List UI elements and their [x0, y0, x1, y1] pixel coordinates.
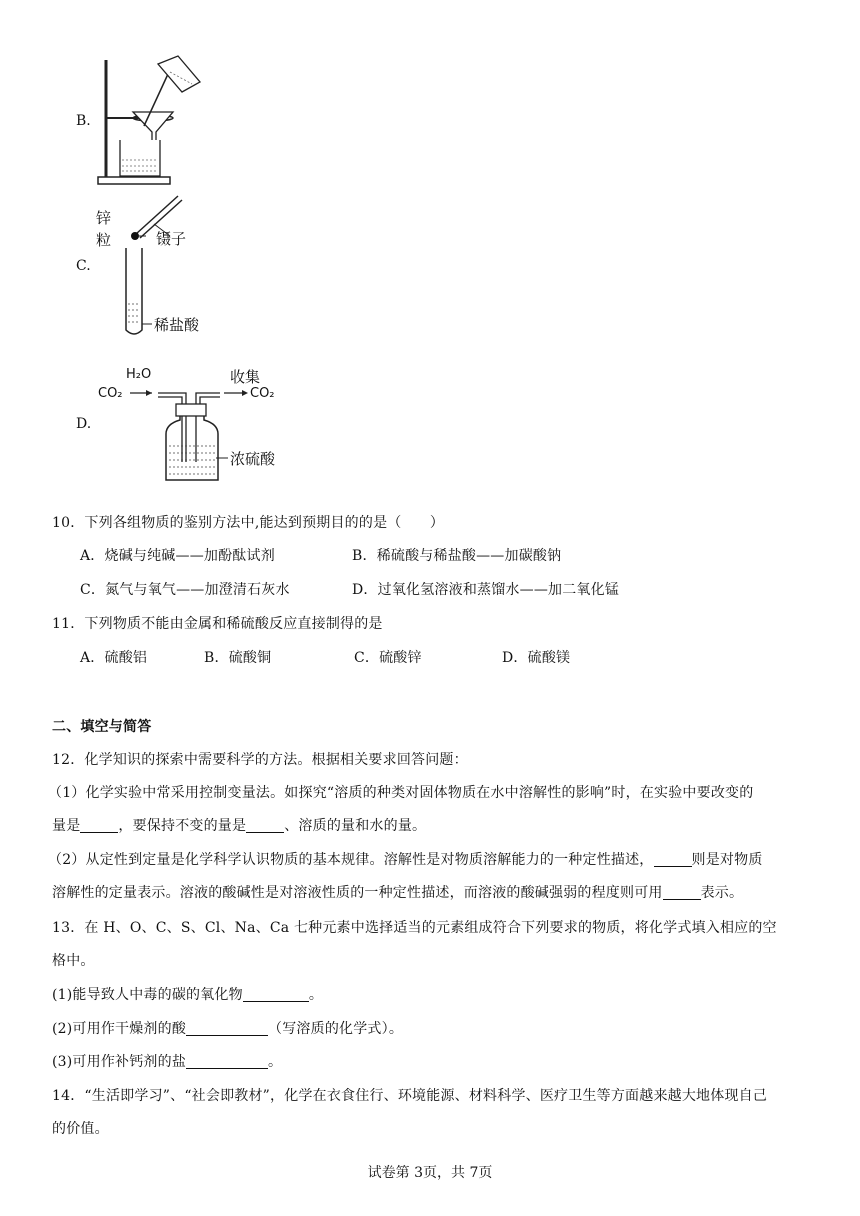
q10-option-a: A．烧碱与纯碱——加酚酞试剂 [80, 548, 275, 564]
q14-line2: 的价值。 [52, 1121, 109, 1137]
q13-blank-2[interactable] [186, 1021, 268, 1036]
zinc-label-line1: 锌 [96, 209, 112, 227]
q10-stem: 10．下列各组物质的鉴别方法中,能达到预期目的的是（ ） [52, 515, 445, 531]
q12-blank-3[interactable] [654, 852, 692, 867]
q12-part1-text-b: ，要保持不变的量是 [118, 818, 247, 834]
zinc-test-tube-figure [96, 192, 226, 342]
q13-item-3 [52, 1051, 282, 1071]
q13-item-1-end: 。 [308, 987, 324, 1003]
q12-part2-text-a: （2）从定性到定量是化学科学认识物质的基本规律。溶解性是对物质溶解能力的一种定性描述， [48, 852, 654, 868]
filtration-apparatus-figure [96, 52, 206, 188]
option-c-label: C. [76, 258, 91, 274]
q11-option-c: C．硫酸锌 [354, 650, 422, 666]
q13-blank-3[interactable] [186, 1054, 268, 1069]
q12-part2-text-c: 溶解性的定量表示。溶液的酸碱性是对溶液性质的一种定性描述，而溶液的酸碱强弱的程度则可用 [52, 885, 663, 901]
gas-drying-bottle-figure [96, 362, 296, 486]
q13-item-3-text: (3)可用作补钙剂的盐 [52, 1054, 187, 1070]
q12-blank-2[interactable] [246, 818, 284, 833]
q13-item-1 [52, 984, 323, 1004]
option-d-label: D. [76, 416, 92, 432]
q12-part2-line2 [52, 882, 743, 902]
conc-sulfuric-label: 浓硫酸 [230, 450, 276, 468]
q11-stem: 11．下列物质不能由金属和稀硫酸反应直接制得的是 [52, 616, 383, 632]
q11-option-d: D．硫酸镁 [502, 650, 571, 666]
q10-option-d: D．过氧化氢溶液和蒸馏水——加二氧化锰 [352, 582, 620, 598]
q13-blank-1[interactable] [243, 987, 309, 1002]
q11-option-a: A．硫酸铝 [80, 650, 148, 666]
q12-blank-4[interactable] [663, 885, 701, 900]
q13-item-2-text: (2)可用作干燥剂的酸 [52, 1021, 187, 1037]
q10-option-b: B．稀硫酸与稀盐酸——加碳酸钠 [352, 548, 562, 564]
co2-outlet-label: CO₂ [250, 386, 275, 401]
page-footer: 试卷第 3页，共 7页 [367, 1165, 493, 1181]
q13-stem-line2: 格中。 [52, 953, 95, 969]
q11-option-b: B．硫酸铜 [204, 650, 272, 666]
q12-part1-line1: （1）化学实验中常采用控制变量法。如探究“溶质的种类对固体物质在水中溶解性的影响”时，在实验中要改变的 [48, 785, 754, 801]
q13-stem-line1: 13．在 H、O、C、S、Cl、Na、Ca 七种元素中选择适当的元素组成符合下列要求的物质，将化学式填入相应的空 [52, 920, 777, 936]
q12-stem: 12．化学知识的探索中需要科学的方法。根据相关要求回答问题： [52, 752, 468, 768]
q13-item-2-end: （写溶质的化学式）。 [268, 1021, 404, 1037]
co2-inlet-label: CO₂ [98, 386, 123, 401]
section-2-title: 二、填空与简答 [52, 719, 152, 735]
q12-part1-text-a: 量是 [52, 818, 81, 834]
water-formula-label: H₂O [126, 367, 152, 382]
q13-item-3-end: 。 [268, 1054, 283, 1070]
q12-part2-line1 [48, 849, 763, 869]
q12-part1-line2 [52, 815, 426, 835]
option-b-label: B. [76, 113, 91, 129]
q12-part1-text-c: 、溶质的量和水的量。 [284, 818, 427, 834]
zinc-label-line2: 粒 [96, 231, 112, 249]
q13-item-2 [52, 1018, 403, 1038]
tweezers-label: 镊子 [156, 230, 187, 248]
q12-part2-text-b: 则是对物质 [691, 852, 763, 868]
q12-blank-1[interactable] [80, 818, 118, 833]
collect-label: 收集 [230, 368, 261, 386]
q10-option-c: C．氮气与氧气——加澄清石灰水 [80, 582, 290, 598]
dilute-hcl-label: 稀盐酸 [154, 316, 200, 334]
q12-part2-text-d: 表示。 [700, 885, 744, 901]
q14-line1: 14．“生活即学习”、“社会即教材”，化学在衣食住行、环境能源、材料科学、医疗卫生等方面越来越大地体现自己 [52, 1088, 768, 1104]
q13-item-1-text: (1)能导致人中毒的碳的氧化物 [52, 987, 243, 1003]
